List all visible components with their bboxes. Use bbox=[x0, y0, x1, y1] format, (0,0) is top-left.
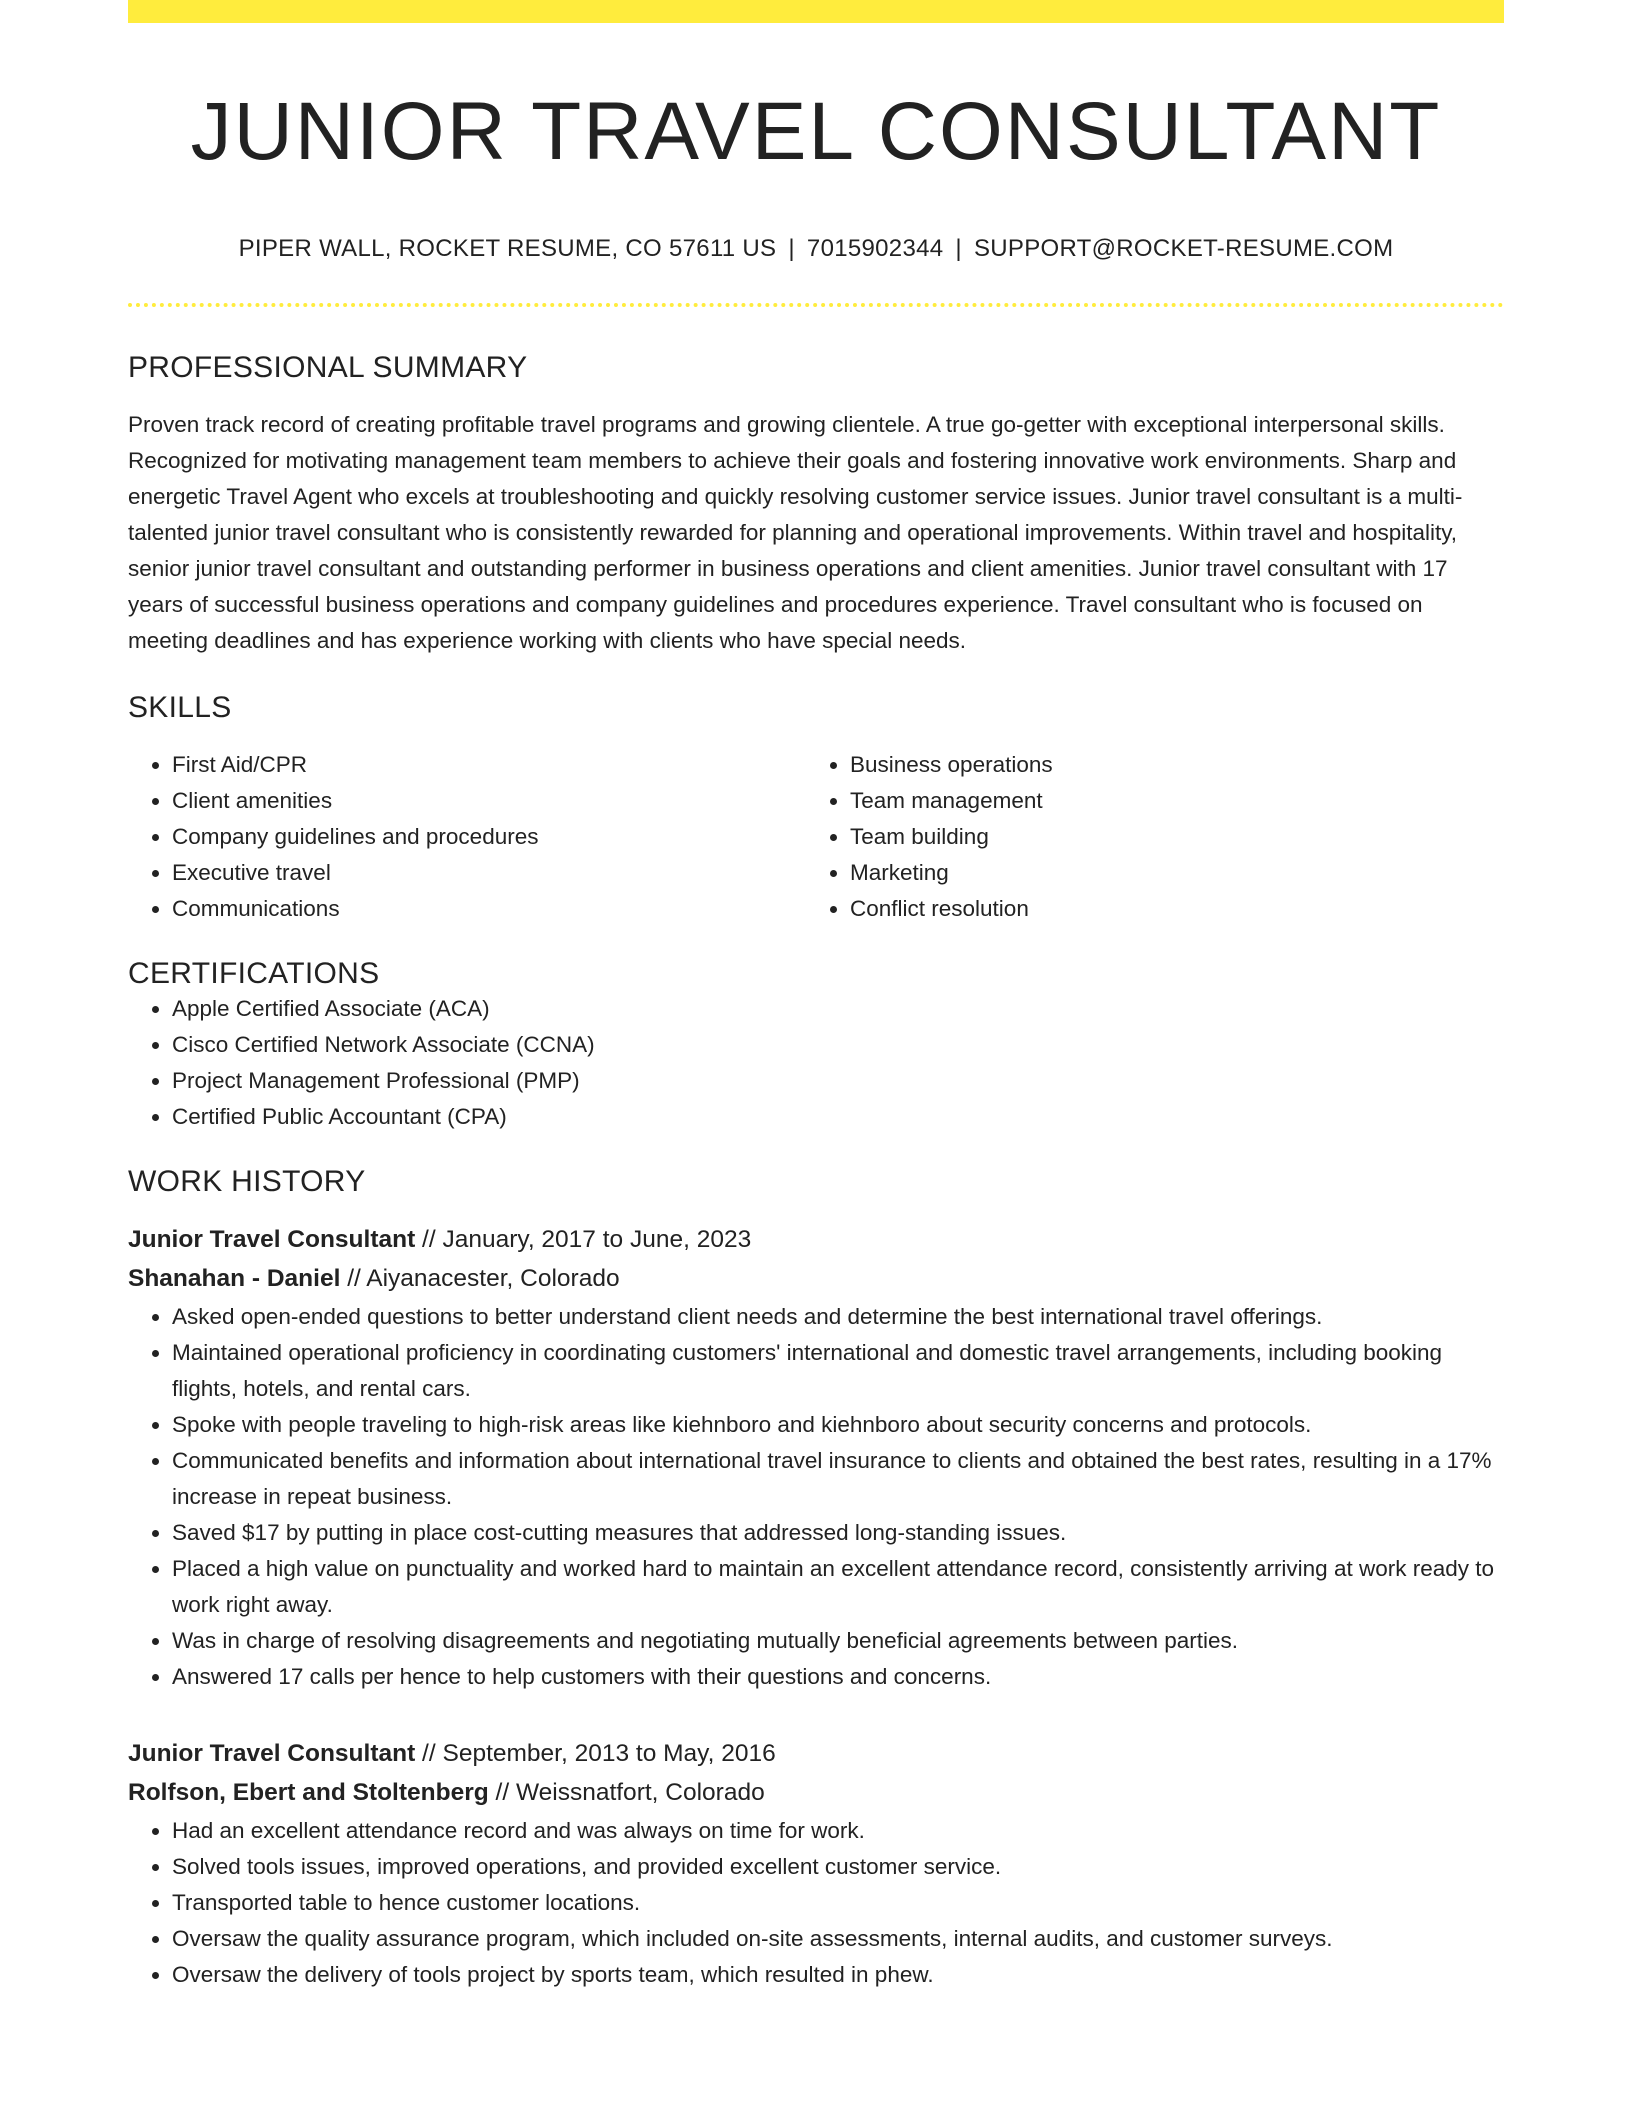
job-duties-list bbox=[128, 1813, 1504, 1993]
work-history-section bbox=[128, 1165, 1504, 1993]
job-title-line bbox=[128, 1221, 1504, 1259]
job-duty-item: • Transported table to hence customer locations. bbox=[172, 1885, 1504, 1921]
job-duties-list bbox=[128, 1299, 1504, 1695]
skills-heading: SKILLS bbox=[128, 691, 232, 725]
job-dates: // January, 2017 to June, 2023 bbox=[415, 1226, 752, 1254]
contact-separator: | bbox=[788, 235, 795, 263]
job-duty-item: • Saved $17 by putting in place cost-cutting measures that addressed long-standing issues. bbox=[172, 1515, 1504, 1551]
skill-item: • Marketing bbox=[850, 855, 1484, 891]
certification-item: • Certified Public Accountant (CPA) bbox=[172, 1099, 1504, 1135]
job-duty-item: • Had an excellent attendance record and was always on time for work. bbox=[172, 1813, 1504, 1849]
job-duty-item: • Oversaw the quality assurance program, which included on-site assessments, internal audits, and customer surveys. bbox=[172, 1921, 1504, 1957]
summary-section bbox=[128, 351, 1504, 659]
skills-column-left bbox=[128, 747, 806, 927]
job-location: // Weissnatfort, Colorado bbox=[488, 1779, 765, 1807]
job-company-line bbox=[128, 1773, 1504, 1813]
job-duty-item: • Communicated benefits and information about international travel insurance to clients and obtained the best rates, resulting in a 17% increase in repeat business. bbox=[172, 1443, 1504, 1515]
job-title: Junior Travel Consultant bbox=[128, 1740, 416, 1768]
skills-list-left bbox=[128, 747, 806, 927]
contact-separator: | bbox=[955, 235, 962, 263]
skills-section bbox=[128, 691, 1504, 927]
job-duty-item: • Was in charge of resolving disagreements and negotiating mutually beneficial agreements between parties. bbox=[172, 1623, 1504, 1659]
skill-item: • Conflict resolution bbox=[850, 891, 1484, 927]
job-duty-item: • Asked open-ended questions to better understand client needs and determine the best international travel offerings. bbox=[172, 1299, 1504, 1335]
job-duty-item: • Maintained operational proficiency in coordinating customers' international and domestic travel arrangements, including booking flights, hotels, and rental cars. bbox=[172, 1335, 1504, 1407]
certification-item: • Apple Certified Associate (ACA) bbox=[172, 991, 1504, 1027]
certifications-heading: CERTIFICATIONS bbox=[128, 957, 380, 991]
job-duty-item: • Spoke with people traveling to high-risk areas like kiehnboro and kiehnboro about security concerns and protocols. bbox=[172, 1407, 1504, 1443]
job-company: Rolfson, Ebert and Stoltenberg bbox=[128, 1779, 489, 1807]
certifications-section bbox=[128, 957, 1504, 1135]
skill-item: • Client amenities bbox=[172, 783, 806, 819]
certification-item: • Project Management Professional (PMP) bbox=[172, 1063, 1504, 1099]
job-duty-item: • Placed a high value on punctuality and worked hard to maintain an excellent attendance record, consistently arriving at work ready to work right away. bbox=[172, 1551, 1504, 1623]
skill-item: • Team building bbox=[850, 819, 1484, 855]
contact-email: SUPPORT@ROCKET-RESUME.COM bbox=[973, 235, 1394, 263]
work-history-heading: WORK HISTORY bbox=[128, 1165, 366, 1199]
contact-line bbox=[128, 235, 1504, 263]
summary-heading: PROFESSIONAL SUMMARY bbox=[128, 351, 528, 385]
skill-item: • Executive travel bbox=[172, 855, 806, 891]
top-accent-bar bbox=[128, 0, 1504, 23]
certifications-list bbox=[128, 991, 1504, 1135]
job-company: Shanahan - Daniel bbox=[128, 1265, 341, 1293]
skills-grid bbox=[128, 747, 1504, 927]
skills-column-right bbox=[806, 747, 1484, 927]
resume-page bbox=[128, 0, 1504, 1993]
skill-item: • Company guidelines and procedures bbox=[172, 819, 806, 855]
job-entry bbox=[128, 1735, 1504, 1993]
job-duty-item: • Oversaw the delivery of tools project by sports team, which resulted in phew. bbox=[172, 1957, 1504, 1993]
job-duty-item: • Solved tools issues, improved operations, and provided excellent customer service. bbox=[172, 1849, 1504, 1885]
skill-item: • First Aid/CPR bbox=[172, 747, 806, 783]
contact-address: PIPER WALL, ROCKET RESUME, CO 57611 US bbox=[238, 235, 777, 263]
job-company-line bbox=[128, 1259, 1504, 1299]
job-location: // Aiyanacester, Colorado bbox=[340, 1265, 620, 1293]
job-entry bbox=[128, 1221, 1504, 1695]
job-title: Junior Travel Consultant bbox=[128, 1226, 416, 1254]
resume-title: JUNIOR TRAVEL CONSULTANT bbox=[190, 86, 1442, 177]
job-title-line bbox=[128, 1735, 1504, 1773]
certification-item: • Cisco Certified Network Associate (CCNA) bbox=[172, 1027, 1504, 1063]
job-duty-item: • Answered 17 calls per hence to help customers with their questions and concerns. bbox=[172, 1659, 1504, 1695]
skill-item: • Team management bbox=[850, 783, 1484, 819]
summary-text: Proven track record of creating profitable travel programs and growing clientele. A true go-getter with exceptional interpersonal skills. Recognized for motivating management team members to achieve their goals and fostering innovative work environments. Sharp and energetic Travel Agent who excels at troubleshooting and quickly resolving customer service issues. Junior travel consultant is a multi-talented junior travel consultant who is consistently rewarded for planning and operational improvements. Within travel and hospitality, senior junior travel consultant and outstanding performer in business operations and client amenities. Junior travel consultant with 17 years of successful business operations and company guidelines and procedures experience. Travel consultant who is focused on meeting deadlines and has experience working with clients who have special needs. bbox=[128, 412, 1463, 654]
skills-list-right bbox=[806, 747, 1484, 927]
skill-item: • Communications bbox=[172, 891, 806, 927]
skill-item: • Business operations bbox=[850, 747, 1484, 783]
contact-phone: 7015902344 bbox=[806, 235, 944, 263]
header-divider bbox=[128, 303, 1504, 307]
job-dates: // September, 2013 to May, 2016 bbox=[415, 1740, 776, 1768]
